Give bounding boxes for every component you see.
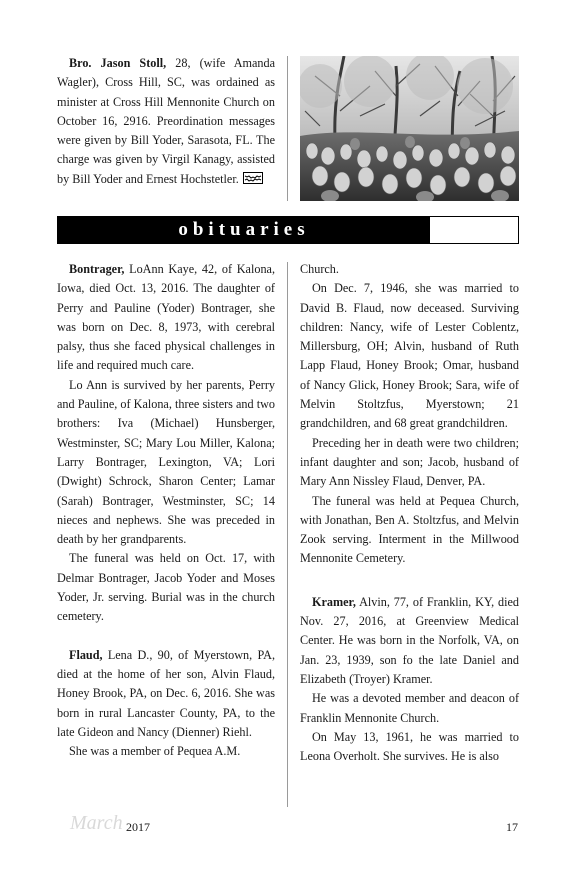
end-mark-icon <box>243 172 263 184</box>
flaud-name: Flaud, <box>69 647 103 662</box>
tulip-garden-photo <box>300 56 519 201</box>
page-number: 17 <box>506 820 518 834</box>
bontrager-name: Bontrager, <box>69 262 125 276</box>
flaud-para-2b: Church. <box>300 262 339 276</box>
bontrager-para-3: The funeral was held on Oct. 17, with Delmar Bontrager, Jacob Yoder and Moses Yoder, Jr. serving. Burial was in the church cemetery. <box>57 551 275 624</box>
ordination-text: 28, (wife Amanda Wagler), Cross Hill, SC, was ordained as minister at Cross Hill Mennonite Church on October 16, 2916. Preordination messages were given by Bill Yoder, Sarasota, FL. The charge was given by Virgil Kanagy, assisted by Bill Yoder and Ernest Hochstetler. <box>57 56 275 186</box>
flaud-para-3: On Dec. 7, 1946, she was married to David B. Flaud, now deceased. Surviving children: Nancy, wife of Lester Coblentz, Millersburg, OH; Alvin, husband of Ruth Lapp Flaud, Honey Brook; Omar, husband of Nancy Glick, Honey Brook; Sara, wife of Melvin Stoltzfus, Myerstown; 21 grandchildren, and 68 great grandchildren. <box>300 281 519 431</box>
column-divider-lower <box>287 262 288 807</box>
bontrager-para-1: Bontrager, LoAnn Kaye, 42, of Kalona, Iowa, died Oct. 13, 2016. The daughter of Perry and Pauline (Yoder) Bontrager, she was born on Dec. 8, 1973, with cerebral palsy, thus she faced physical challenges in life and required much care. <box>57 262 275 373</box>
flaud-para-2a: She was a member of Pequea A.M. <box>69 744 241 759</box>
footer-month-watermark: March <box>70 812 123 834</box>
flaud-para-4: Preceding her in death were two children; infant daughter and son; Jacob, husband of Mary Ann Nissley Flaud, Denver, PA. <box>300 435 519 489</box>
ordination-name: Bro. Jason Stoll, <box>69 56 167 70</box>
column-divider <box>287 56 288 201</box>
obituaries-right-column <box>300 260 519 766</box>
bontrager-para-2: Lo Ann is survived by her parents, Perry and Pauline, of Kalona, three sisters and two brothers: Iva (Michael) Hunsberger, Westminster, SC; Mary Lou Miller, Kalona; Larry Bontrager, Lexington, VA; Lori (Dwight) Schrock, Sharon Center; Lamar (Sarah) Bontrager, Westminster, SC; 14 nieces and nephews. She was preceded in death by her grandparents. <box>57 377 275 547</box>
kramer-para-2: He was a devoted member and deacon of Franklin Mennonite Church. <box>300 691 519 725</box>
footer-year: 2017 <box>126 820 150 834</box>
flaud-para-5: The funeral was held at Pequea Church, with Jonathan, Ben A. Stoltzfus, and Melvin Zook serving. Interment in the Millwood Mennonite Cemetery. <box>300 493 519 566</box>
section-title: obituaries <box>178 219 310 240</box>
flaud-para-1: Flaud, Lena D., 90, of Myerstown, PA, died at the home of her son, Alvin Flaud, Honey Brook, PA, on Dec. 6, 2016. She was born in rural Lancaster County, PA, to the late Gideon and Nancy (Dienner) Riehl. <box>57 647 275 739</box>
obituaries-left-column <box>57 260 275 761</box>
kramer-name: Kramer, <box>312 594 356 609</box>
kramer-para-3: On May 13, 1961, he was married to Leona Overholt. She survives. He is also <box>300 729 519 764</box>
kramer-para-1: Kramer, Alvin, 77, of Franklin, KY, died Nov. 27, 2016, at Greenview Medical Center. He was born in the Norfolk, VA, on Jan. 23, 1939, son fo the late Daniel and Elizabeth (Troyer) Kramer. <box>300 594 519 686</box>
section-header-band <box>57 216 519 244</box>
ordination-notice <box>57 54 275 189</box>
